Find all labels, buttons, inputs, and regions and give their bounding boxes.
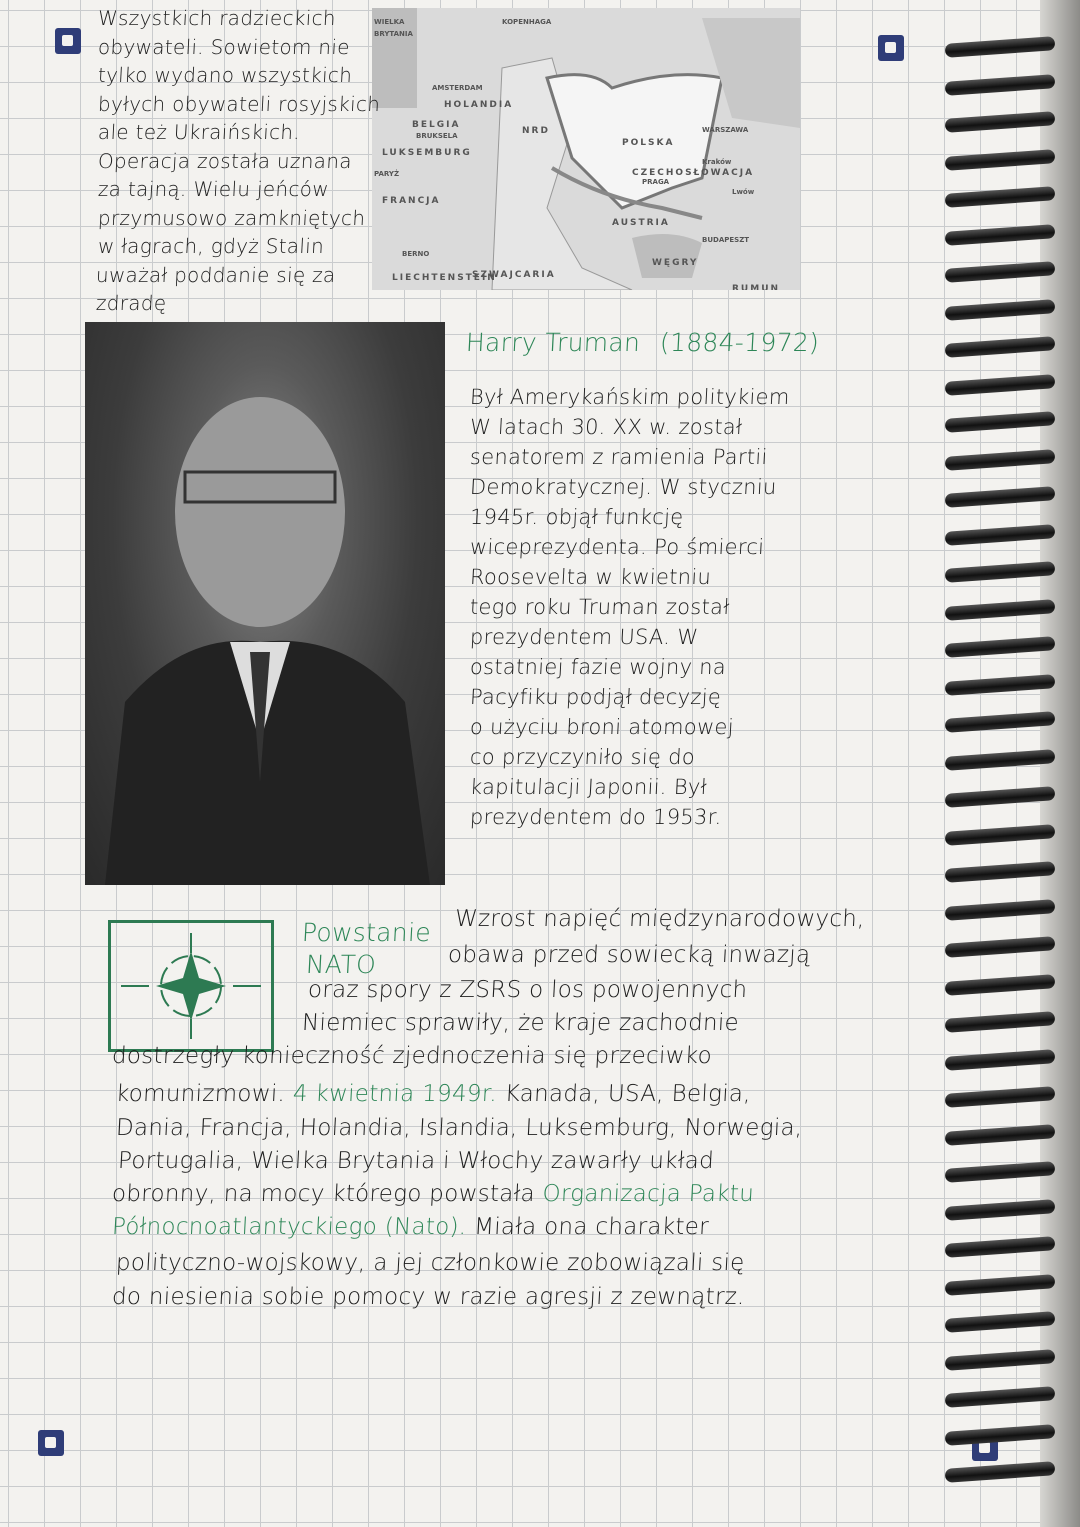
truman-bio-line: senatorem z ramienia Partii xyxy=(469,445,769,469)
map-label: LIECHTENSTEIN xyxy=(392,273,497,283)
portrait-silhouette xyxy=(85,322,445,885)
corner-marker-icon xyxy=(55,28,81,54)
map-label: CZECHOSŁOWACJA xyxy=(632,168,755,178)
truman-dates: (1884-1972) xyxy=(659,328,820,357)
nato-line: polityczno-wojskowy, a jej członkowie zobowiązali się xyxy=(115,1250,746,1276)
intro-line: przymusowo zamkniętych xyxy=(97,205,366,230)
truman-bio-line: Był Amerykańskim politykiem xyxy=(469,385,791,409)
map-label: PRAGA xyxy=(642,178,670,186)
intro-line: zdradę xyxy=(95,291,168,315)
intro-line: uważał poddanie się za xyxy=(95,262,337,287)
map-label: NRD xyxy=(522,126,550,136)
map-label: HOLANDIA xyxy=(444,100,514,110)
map-image xyxy=(372,8,800,290)
nato-line: do niesienia sobie pomocy w razie agresji z zewnątrz. xyxy=(111,1284,746,1310)
nato-compass-icon xyxy=(111,923,271,1049)
map-label: FRANCJA xyxy=(382,196,441,206)
map-label: WARSZAWA xyxy=(702,126,749,134)
nato-line: Północnoatlantyckiego (Nato). Miała ona charakter xyxy=(111,1214,710,1240)
nato-line: dostrzegły konieczność zjednoczenia się przeciwko xyxy=(111,1043,713,1069)
map-label: BELGIA xyxy=(412,120,461,130)
truman-bio-line: Pacyfiku podjął decyzję xyxy=(469,685,722,709)
nato-line: oraz spory z ZSRS o los powojennych xyxy=(307,977,749,1003)
intro-line: Wszystkich radzieckich xyxy=(97,6,337,30)
truman-bio-line: Roosevelta w kwietniu xyxy=(469,565,712,589)
nato-line: Dania, Francja, Holandia, Islandia, Luksemburg, Norwegia, xyxy=(115,1115,804,1141)
map-label: WIELKA xyxy=(374,18,405,26)
nato-date: 4 kwietnia 1949r. xyxy=(292,1081,498,1107)
map-label: Kraków xyxy=(702,158,732,166)
truman-bio-line: 1945r. objął funkcję xyxy=(469,505,685,529)
truman-bio-line: wiceprezydenta. Po śmierci xyxy=(469,535,765,559)
map-label: Lwów xyxy=(732,188,755,196)
corner-marker-icon xyxy=(878,35,904,61)
truman-portrait-photo xyxy=(85,322,445,885)
nato-heading-1: Powstanie xyxy=(301,918,432,947)
nato-flag xyxy=(108,920,274,1052)
map-label: LUKSEMBURG xyxy=(382,148,472,158)
nato-line: Wzrost napięć międzynarodowych, xyxy=(454,906,866,932)
truman-bio-line: W latach 30. XX w. został xyxy=(469,415,743,439)
nato-line: Niemiec sprawiły, że kraje zachodnie xyxy=(301,1010,740,1036)
truman-bio-line: ostatniej fazie wojny na xyxy=(469,655,727,679)
intro-line: byłych obywateli rosyjskich xyxy=(97,91,381,116)
truman-title: Harry Truman xyxy=(465,328,642,357)
intro-line: w łagrach, gdyż Stalin xyxy=(97,234,325,258)
nato-heading-2: NATO xyxy=(305,950,377,979)
intro-line: za tajną. Wielu jeńców xyxy=(97,177,330,201)
map-label: AUSTRIA xyxy=(612,218,670,228)
truman-bio-line: prezydentem do 1953r. xyxy=(469,805,723,829)
map-label: BRUKSELA xyxy=(416,132,458,140)
map-label: BUDAPESZT xyxy=(702,236,750,244)
nato-line: obawa przed sowiecką inwazją xyxy=(447,942,812,968)
truman-bio-line: kapitulacji Japonii. Był xyxy=(469,775,708,799)
map-label: KOPENHAGA xyxy=(502,18,552,26)
map-label: WĘGRY xyxy=(652,258,699,268)
intro-line: Operacja została uznana xyxy=(97,148,353,173)
truman-bio-line: o użyciu broni atomowej xyxy=(469,715,735,739)
truman-bio-line: Demokratycznej. W styczniu xyxy=(469,475,778,499)
map-label: PARYŻ xyxy=(374,170,400,178)
intro-line: ale też Ukraińskich. xyxy=(97,120,301,144)
map-label: AMSTERDAM xyxy=(432,84,483,92)
nato-line: Portugalia, Wielka Brytania i Włochy zawarły układ xyxy=(117,1148,715,1174)
nato-line: obronny, na mocy którego powstała Organizacja Paktu xyxy=(111,1181,755,1207)
truman-bio-line: prezydentem USA. W xyxy=(469,625,699,649)
nato-line: komunizmowi. 4 kwietnia 1949r. Kanada, USA, Belgia, xyxy=(115,1081,752,1107)
map-label: BRYTANIA xyxy=(374,30,413,38)
map-label: RUMUN xyxy=(732,284,781,290)
intro-line: tylko wydano wszystkich xyxy=(97,63,353,87)
intro-line: obywateli. Sowietom nie xyxy=(97,34,351,59)
truman-bio-line: co przyczyniło się do xyxy=(469,745,696,769)
map-label: POLSKA xyxy=(622,138,675,148)
map-label: SZWAJCARIA xyxy=(472,270,556,280)
map-label: BERNO xyxy=(402,250,430,258)
corner-marker-icon xyxy=(38,1430,64,1456)
truman-bio-line: tego roku Truman został xyxy=(469,595,731,619)
